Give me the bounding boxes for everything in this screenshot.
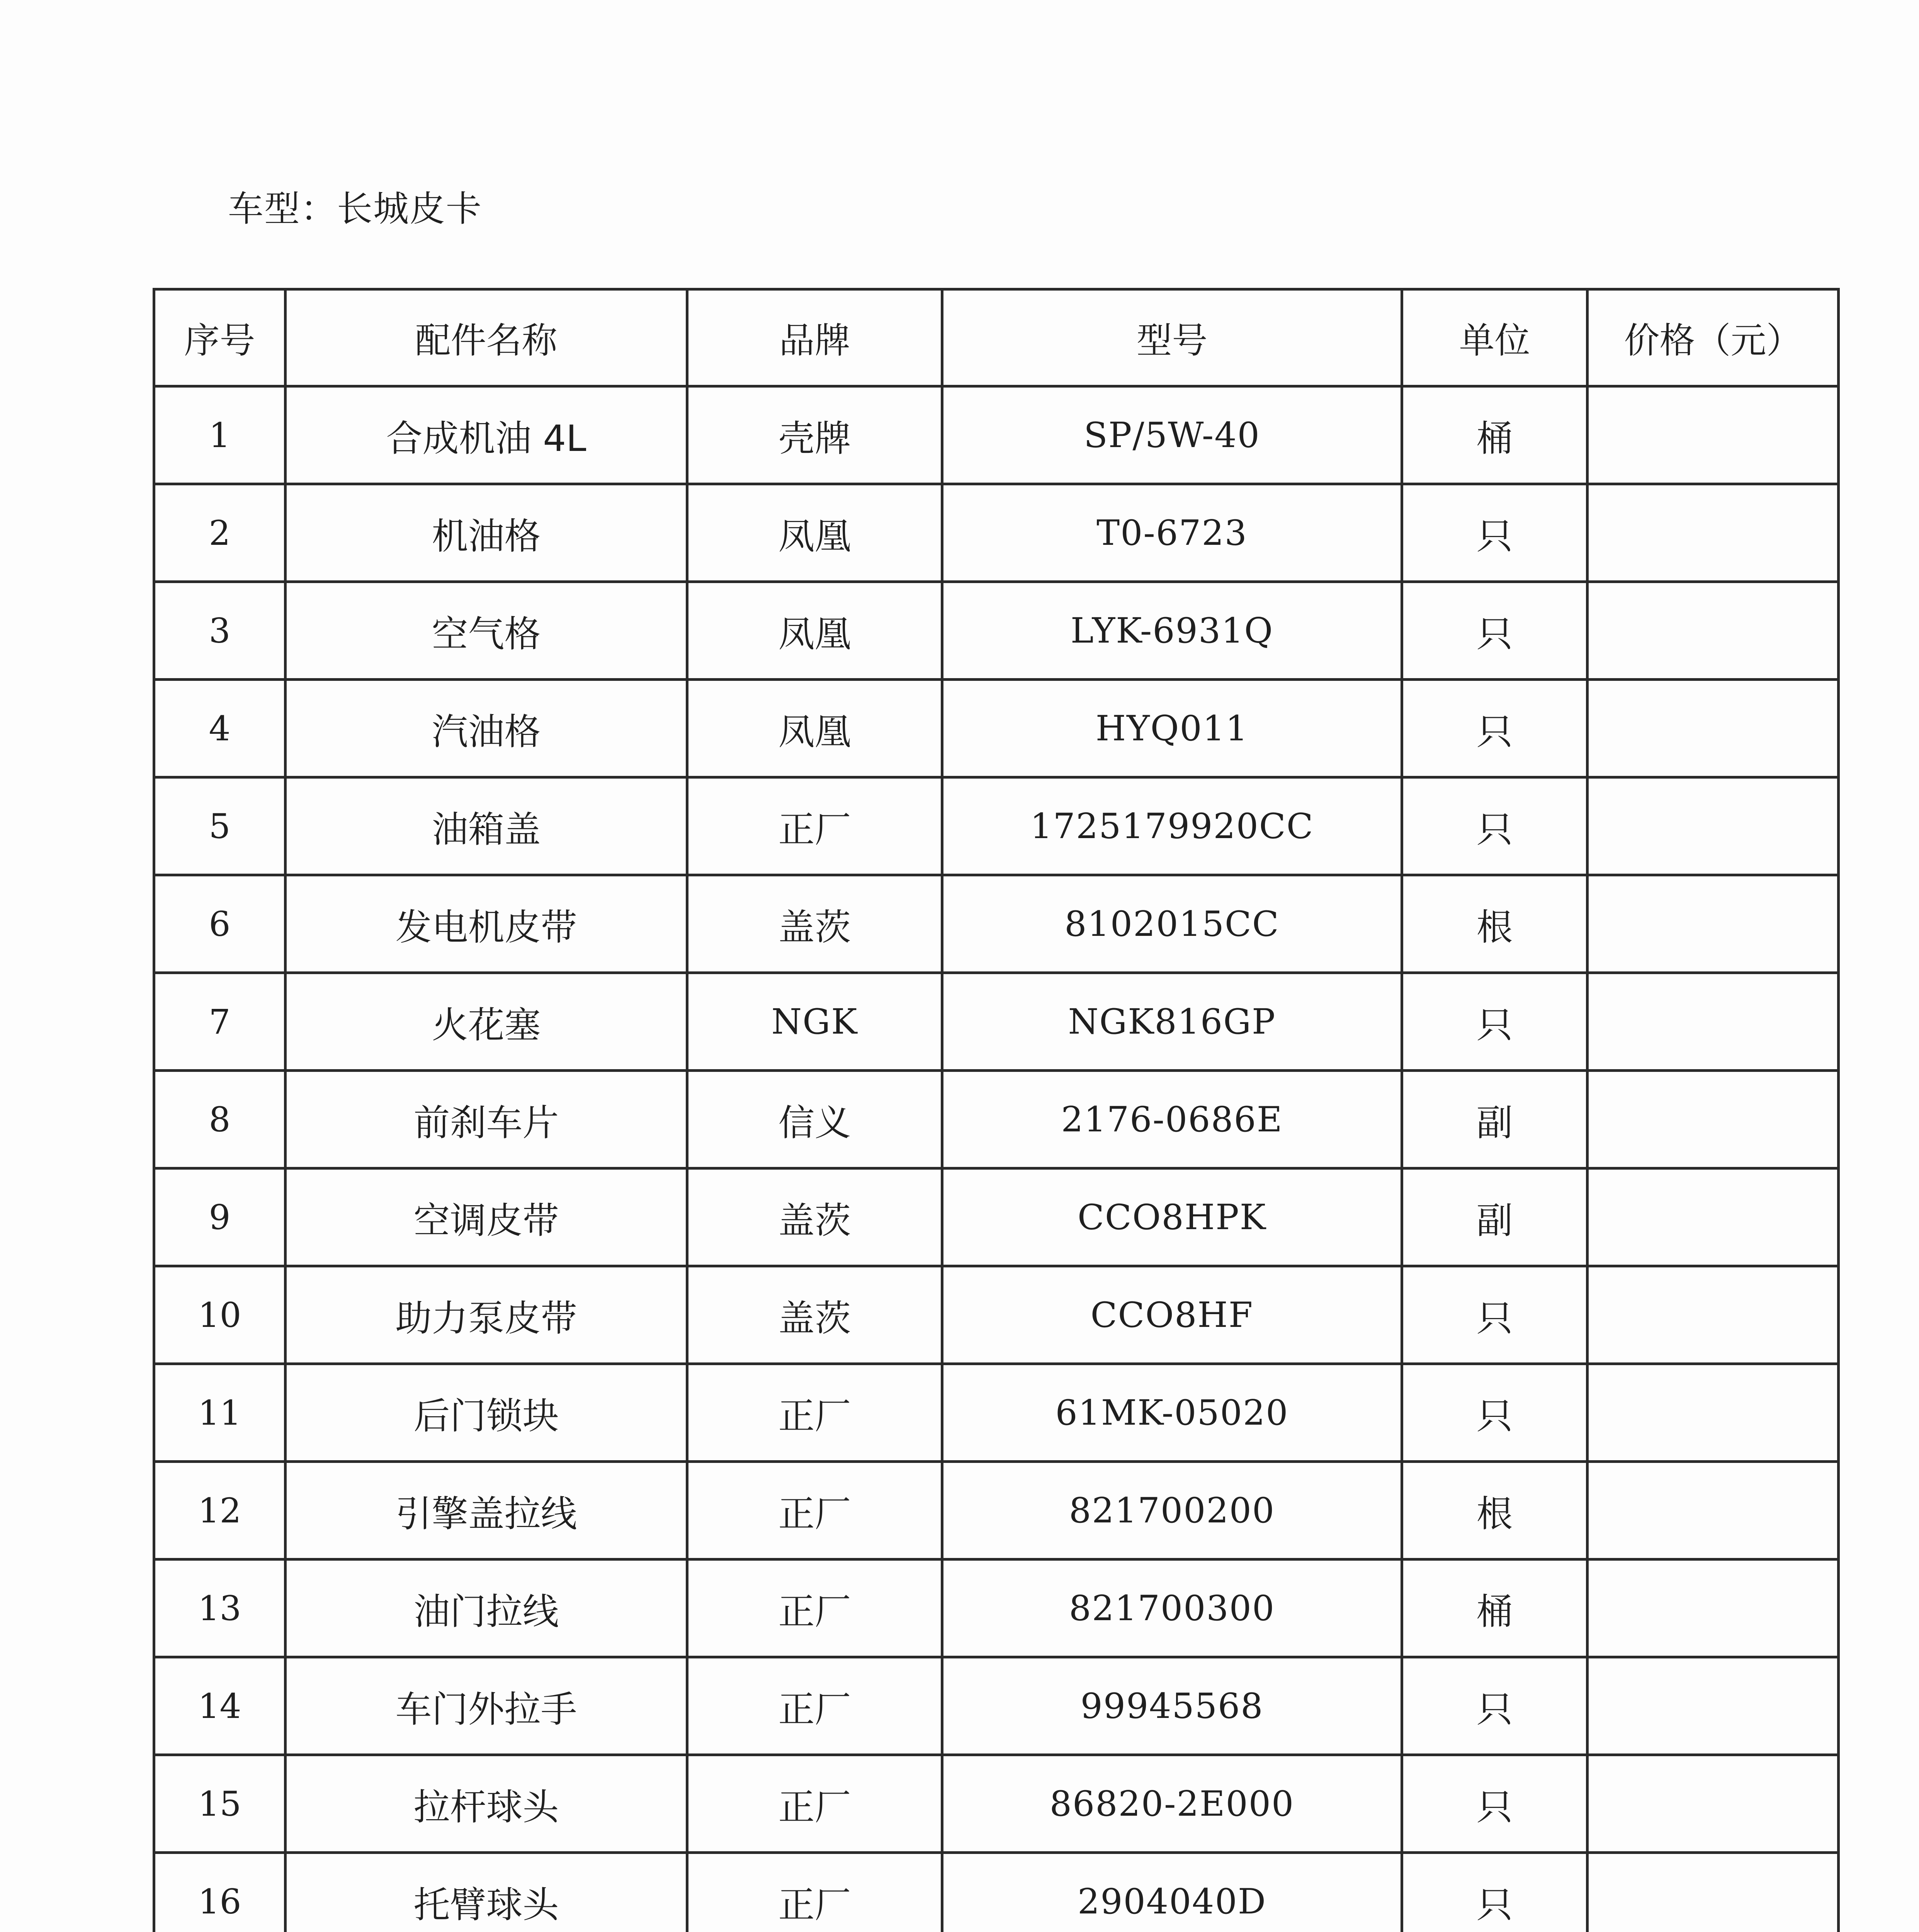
cell-brand: 盖茨 xyxy=(687,1266,942,1364)
cell-brand: 壳牌 xyxy=(687,386,942,484)
cell-unit: 桶 xyxy=(1402,1560,1588,1657)
table-row xyxy=(154,1266,1839,1364)
cell-price[interactable] xyxy=(1588,1657,1839,1755)
cell-price[interactable] xyxy=(1588,1462,1839,1560)
cell-unit: 副 xyxy=(1402,1168,1588,1266)
table-row xyxy=(154,1364,1839,1462)
cell-model: LYK-6931Q xyxy=(942,582,1402,680)
cell-price[interactable] xyxy=(1588,875,1839,973)
cell-brand: 正厂 xyxy=(687,1560,942,1657)
cell-model: HYQ011 xyxy=(942,680,1402,777)
cell-seq: 16 xyxy=(154,1853,286,1932)
cell-model: NGK816GP xyxy=(942,973,1402,1071)
cell-seq: 2 xyxy=(154,484,286,582)
table-row xyxy=(154,680,1839,777)
cell-price[interactable] xyxy=(1588,973,1839,1071)
cell-seq: 11 xyxy=(154,1364,286,1462)
cell-brand: 正厂 xyxy=(687,1462,942,1560)
cell-seq: 7 xyxy=(154,973,286,1071)
cell-unit: 只 xyxy=(1402,1657,1588,1755)
cell-brand: 正厂 xyxy=(687,1755,942,1853)
table-row xyxy=(154,386,1839,484)
table-row xyxy=(154,1560,1839,1657)
cell-part-name: 前刹车片 xyxy=(286,1071,687,1168)
table-row xyxy=(154,875,1839,973)
cell-part-name: 托臂球头 xyxy=(286,1853,687,1932)
cell-model: 86820-2E000 xyxy=(942,1755,1402,1853)
cell-seq: 12 xyxy=(154,1462,286,1560)
cell-unit: 只 xyxy=(1402,582,1588,680)
cell-model: 61MK-05020 xyxy=(942,1364,1402,1462)
cell-brand: 正厂 xyxy=(687,1853,942,1932)
cell-part-name: 油门拉线 xyxy=(286,1560,687,1657)
cell-seq: 3 xyxy=(154,582,286,680)
cell-model: CCO8HF xyxy=(942,1266,1402,1364)
cell-brand: 正厂 xyxy=(687,777,942,875)
cell-price[interactable] xyxy=(1588,1853,1839,1932)
cell-price[interactable] xyxy=(1588,1071,1839,1168)
header-part-name: 配件名称 xyxy=(286,289,687,386)
table-row xyxy=(154,973,1839,1071)
cell-brand: 正厂 xyxy=(687,1364,942,1462)
header-brand: 品牌 xyxy=(687,289,942,386)
cell-seq: 15 xyxy=(154,1755,286,1853)
cell-model: 99945568 xyxy=(942,1657,1402,1755)
table-row xyxy=(154,1853,1839,1932)
cell-unit: 根 xyxy=(1402,875,1588,973)
cell-model: 821700300 xyxy=(942,1560,1402,1657)
cell-price[interactable] xyxy=(1588,1266,1839,1364)
cell-unit: 根 xyxy=(1402,1462,1588,1560)
header-price: 价格（元） xyxy=(1588,289,1839,386)
cell-seq: 6 xyxy=(154,875,286,973)
cell-brand: 凤凰 xyxy=(687,680,942,777)
cell-model: 2904040D xyxy=(942,1853,1402,1932)
cell-brand: 正厂 xyxy=(687,1657,942,1755)
cell-seq: 14 xyxy=(154,1657,286,1755)
cell-brand: NGK xyxy=(687,973,942,1071)
cell-part-name: 助力泵皮带 xyxy=(286,1266,687,1364)
cell-seq: 8 xyxy=(154,1071,286,1168)
cell-part-name: 车门外拉手 xyxy=(286,1657,687,1755)
table-row xyxy=(154,1168,1839,1266)
cell-unit: 只 xyxy=(1402,680,1588,777)
cell-unit: 只 xyxy=(1402,777,1588,875)
cell-brand: 盖茨 xyxy=(687,875,942,973)
cell-part-name: 后门锁块 xyxy=(286,1364,687,1462)
cell-unit: 只 xyxy=(1402,1364,1588,1462)
cell-price[interactable] xyxy=(1588,1168,1839,1266)
cell-seq: 4 xyxy=(154,680,286,777)
cell-unit: 只 xyxy=(1402,1853,1588,1932)
cell-seq: 9 xyxy=(154,1168,286,1266)
cell-seq: 13 xyxy=(154,1560,286,1657)
cell-part-name: 引擎盖拉线 xyxy=(286,1462,687,1560)
cell-part-name: 发电机皮带 xyxy=(286,875,687,973)
table-body xyxy=(154,386,1839,1932)
cell-part-name: 空调皮带 xyxy=(286,1168,687,1266)
cell-unit: 只 xyxy=(1402,1266,1588,1364)
cell-model: 1725179920CC xyxy=(942,777,1402,875)
cell-part-name: 合成机油 4L xyxy=(286,386,687,484)
header-unit: 单位 xyxy=(1402,289,1588,386)
table-row xyxy=(154,1755,1839,1853)
cell-part-name: 火花塞 xyxy=(286,973,687,1071)
header-seq: 序号 xyxy=(154,289,286,386)
cell-unit: 只 xyxy=(1402,484,1588,582)
cell-unit: 桶 xyxy=(1402,386,1588,484)
cell-part-name: 机油格 xyxy=(286,484,687,582)
cell-model: CCO8HPK xyxy=(942,1168,1402,1266)
cell-model: 8102015CC xyxy=(942,875,1402,973)
table-row xyxy=(154,1657,1839,1755)
table-row xyxy=(154,1462,1839,1560)
table-row xyxy=(154,484,1839,582)
cell-part-name: 油箱盖 xyxy=(286,777,687,875)
cell-brand: 凤凰 xyxy=(687,484,942,582)
cell-part-name: 空气格 xyxy=(286,582,687,680)
vehicle-model-heading: 车型：长城皮卡 xyxy=(228,188,483,230)
cell-model: SP/5W-40 xyxy=(942,386,1402,484)
cell-price[interactable] xyxy=(1588,1755,1839,1853)
parts-price-table xyxy=(153,288,1840,1932)
cell-seq: 5 xyxy=(154,777,286,875)
cell-unit: 只 xyxy=(1402,1755,1588,1853)
cell-brand: 信义 xyxy=(687,1071,942,1168)
cell-part-name: 汽油格 xyxy=(286,680,687,777)
cell-model: 2176-0686E xyxy=(942,1071,1402,1168)
cell-part-name: 拉杆球头 xyxy=(286,1755,687,1853)
cell-unit: 副 xyxy=(1402,1071,1588,1168)
table-row xyxy=(154,777,1839,875)
cell-seq: 1 xyxy=(154,386,286,484)
table-header-row xyxy=(154,289,1839,386)
cell-unit: 只 xyxy=(1402,973,1588,1071)
cell-brand: 盖茨 xyxy=(687,1168,942,1266)
cell-price[interactable] xyxy=(1588,1560,1839,1657)
cell-brand: 凤凰 xyxy=(687,582,942,680)
cell-price[interactable] xyxy=(1588,386,1839,484)
cell-model: T0-6723 xyxy=(942,484,1402,582)
cell-price[interactable] xyxy=(1588,777,1839,875)
header-model: 型号 xyxy=(942,289,1402,386)
cell-price[interactable] xyxy=(1588,680,1839,777)
table-row xyxy=(154,1071,1839,1168)
cell-price[interactable] xyxy=(1588,1364,1839,1462)
cell-model: 821700200 xyxy=(942,1462,1402,1560)
table-row xyxy=(154,582,1839,680)
cell-price[interactable] xyxy=(1588,582,1839,680)
cell-seq: 10 xyxy=(154,1266,286,1364)
cell-price[interactable] xyxy=(1588,484,1839,582)
